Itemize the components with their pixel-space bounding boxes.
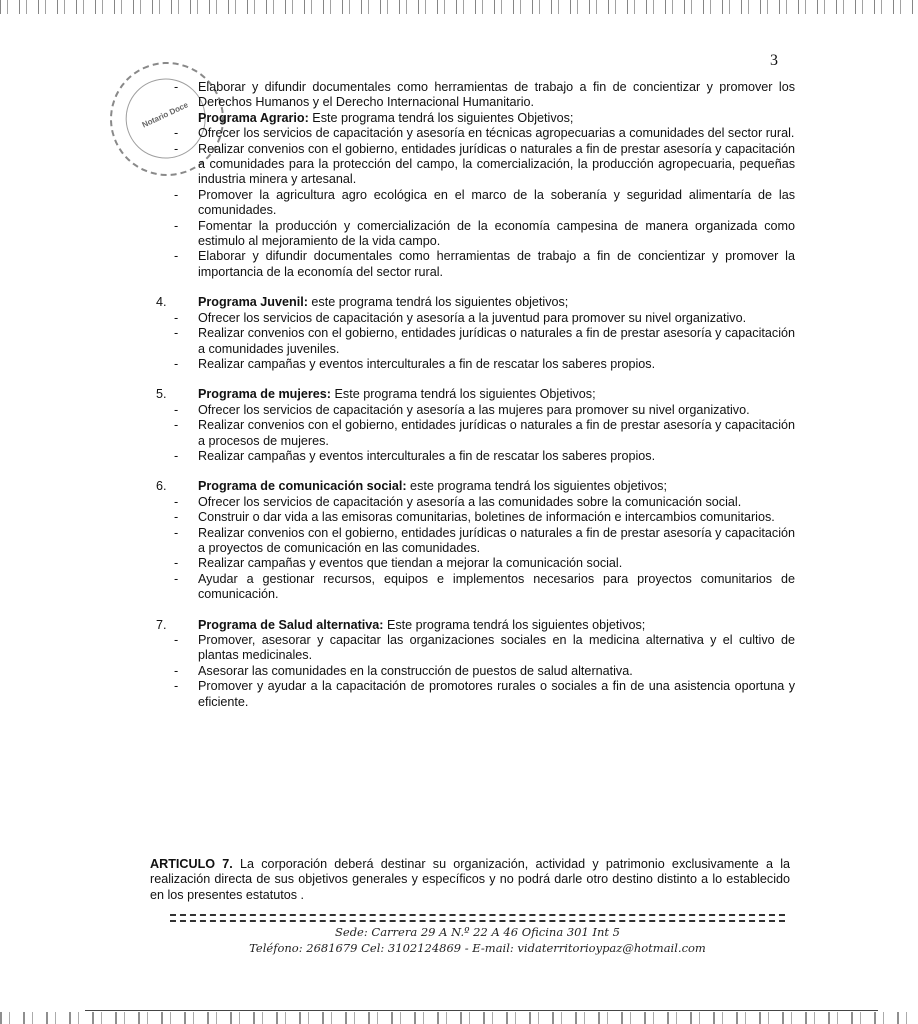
list-item: [150, 403, 795, 418]
list-item: [150, 326, 795, 357]
spacer: [150, 464, 795, 479]
bottom-rule: [85, 1010, 878, 1011]
bullet-dash: -: [174, 310, 179, 325]
page-number: 3: [770, 52, 778, 69]
program-title: Programa de mujeres:: [198, 387, 331, 402]
item-text: Fomentar la producción y comercialización de la economía campesina de manera organizada como estimulo al mejoramiento de la vida campo.: [198, 218, 795, 249]
bullet-dash: -: [174, 679, 179, 694]
bullet-dash: -: [174, 126, 179, 141]
item-text: Realizar campañas y eventos interculturales a fin de rescatar los saberes propios.: [198, 356, 656, 371]
articulo-paragraph: [150, 857, 790, 903]
bullet-dash: -: [174, 249, 179, 264]
item-text: Promover la agricultura agro ecológica en el marco de la soberanía y seguridad alimentaría de las comunidades.: [198, 187, 795, 218]
bullet-dash: -: [174, 80, 179, 94]
program-heading: [150, 387, 795, 402]
list-item: [150, 556, 795, 571]
footer-separator: [170, 914, 785, 922]
item-text: Elaborar y difundir documentales como herramientas de trabajo a fin de concientizar y promover los Derechos Humanos y el Derecho Internacional Humanitario.: [198, 80, 795, 110]
stamp-text: Notario Doce: [140, 100, 190, 130]
bullet-dash: -: [174, 141, 179, 156]
footer: [170, 924, 785, 956]
program-desc: Este programa tendrá los siguientes Objetivos;: [308, 110, 574, 125]
bullet-dash: -: [174, 510, 179, 525]
spacer: [150, 603, 795, 618]
item-text: Construir o dar vida a las emisoras comunitarias, boletines de información e intercambios comunitarios.: [198, 510, 775, 525]
list-item: [150, 510, 795, 525]
list-item: [150, 664, 795, 679]
list-item: [150, 126, 795, 141]
scan-edge-top: [0, 0, 918, 14]
item-text: Promover y ayudar a la capacitación de promotores rurales o sociales a fin de una asistencia oportuna y eficiente.: [198, 679, 795, 709]
program-desc: Este programa tendrá los siguientes Objetivos;: [331, 387, 596, 402]
item-text: Ofrecer los servicios de capacitación y asesoría en técnicas agropecuarias a comunidades del sector rural.: [198, 126, 795, 141]
list-item: [150, 142, 795, 188]
program-title: Programa de comunicación social:: [198, 479, 407, 494]
item-text: Ayudar a gestionar recursos, equipos e implementos necesarios para proyectos comunitarios de comunicación.: [198, 571, 795, 602]
program-title: Programa Agrario:: [198, 110, 309, 125]
articulo-text: La corporación deberá destinar su organización, actividad y patrimonio exclusivamente a la realización directa de sus objetivos generales y específicos y no podrá darle otro destino distinto a lo establecido en los presentes estatutos .: [150, 857, 790, 902]
bullet-dash: -: [174, 402, 179, 417]
item-text: Realizar campañas y eventos interculturales a fin de rescatar los saberes propios.: [198, 448, 656, 463]
program-desc: este programa tendrá los siguientes objetivos;: [406, 479, 667, 494]
list-item: [150, 495, 795, 510]
bullet-dash: -: [174, 571, 179, 586]
list-item: [150, 633, 795, 664]
program-desc: este programa tendrá los siguientes objetivos;: [307, 295, 569, 310]
list-item: [150, 311, 795, 326]
item-text: Asesorar las comunidades en la construcción de puestos de salud alternativa.: [198, 663, 633, 678]
footer-contact: Teléfono: 2681679 Cel: 3102124869 - E-mail: vidaterritorioypaz@hotmail.com: [249, 941, 706, 955]
program-title: Programa de Salud alternativa:: [198, 617, 384, 632]
bullet-dash: -: [174, 525, 179, 540]
bullet-dash: -: [174, 356, 179, 371]
item-text: Ofrecer los servicios de capacitación y asesoría a las mujeres para promover su nivel organizativo.: [198, 402, 750, 417]
item-text: Ofrecer los servicios de capacitación y asesoría a las comunidades sobre la comunicación social.: [198, 494, 742, 509]
spacer: [150, 280, 795, 295]
list-item: [150, 418, 795, 449]
bullet-dash: -: [174, 556, 179, 571]
list-item: [150, 526, 795, 557]
bullet-dash: -: [174, 418, 179, 433]
item-text: Realizar campañas y eventos que tiendan a mejorar la comunicación social.: [198, 556, 623, 571]
list-item: [150, 449, 795, 464]
program-heading: [150, 111, 795, 126]
program-heading: [150, 618, 795, 633]
list-item: [150, 219, 795, 250]
list-item: [150, 249, 795, 280]
bullet-dash: -: [174, 448, 179, 463]
program-title: Programa Juvenil:: [198, 295, 308, 310]
item-text: Promover, asesorar y capacitar las organizaciones sociales en la medicina alternativa y el cultivo de plantas medicinales.: [198, 633, 795, 663]
program-number: 5.: [156, 387, 167, 402]
list-item: [150, 188, 795, 219]
list-item: [150, 357, 795, 372]
list-item: [150, 572, 795, 603]
bullet-dash: -: [174, 326, 179, 341]
scan-edge-bottom: [0, 1012, 918, 1024]
bullet-dash: -: [174, 633, 179, 647]
item-text: Ofrecer los servicios de capacitación y asesoría a la juventud para promover su nivel organizativo.: [198, 310, 747, 325]
program-heading: [150, 295, 795, 310]
item-text: Realizar convenios con el gobierno, entidades jurídicas o naturales a fin de prestar asesoría y capacitación a comunidades juveniles.: [198, 326, 795, 356]
articulo-label: ARTICULO 7.: [150, 857, 233, 871]
item-text: Elaborar y difundir documentales como herramientas de trabajo a fin de concientizar y promover la importancia de la economía del sector rural.: [198, 249, 795, 279]
program-desc: Este programa tendrá los siguientes objetivos;: [383, 617, 646, 632]
list-item: [150, 679, 795, 710]
bullet-dash: -: [174, 494, 179, 509]
item-text: Realizar convenios con el gobierno, entidades jurídicas o naturales a fin de prestar asesoría y capacitación a procesos de mujeres.: [198, 418, 795, 448]
document-body: [150, 80, 795, 710]
item-text: Realizar convenios con el gobierno, entidades jurídicas o naturales a fin de prestar asesoría y capacitación a proyectos de comunicación en las comunidades.: [198, 525, 795, 555]
bullet-dash: -: [174, 663, 179, 678]
item-text: Realizar convenios con el gobierno, entidades jurídicas o naturales a fin de prestar asesoría y capacitación a comunidades para la protección del campo, la comercialización, la producción agropecuaria, pequeñas industria minera y artesanal.: [198, 141, 795, 187]
bullet-dash: -: [174, 218, 179, 233]
spacer: [150, 372, 795, 387]
program-number: 4.: [156, 295, 167, 310]
program-number: 7.: [156, 617, 167, 632]
bullet-dash: -: [174, 187, 179, 202]
list-item: [150, 80, 795, 111]
program-heading: [150, 479, 795, 494]
footer-address: Sede: Carrera 29 A N.º 22 A 46 Oficina 301 Int 5: [335, 925, 620, 939]
program-number: 6.: [156, 479, 167, 494]
